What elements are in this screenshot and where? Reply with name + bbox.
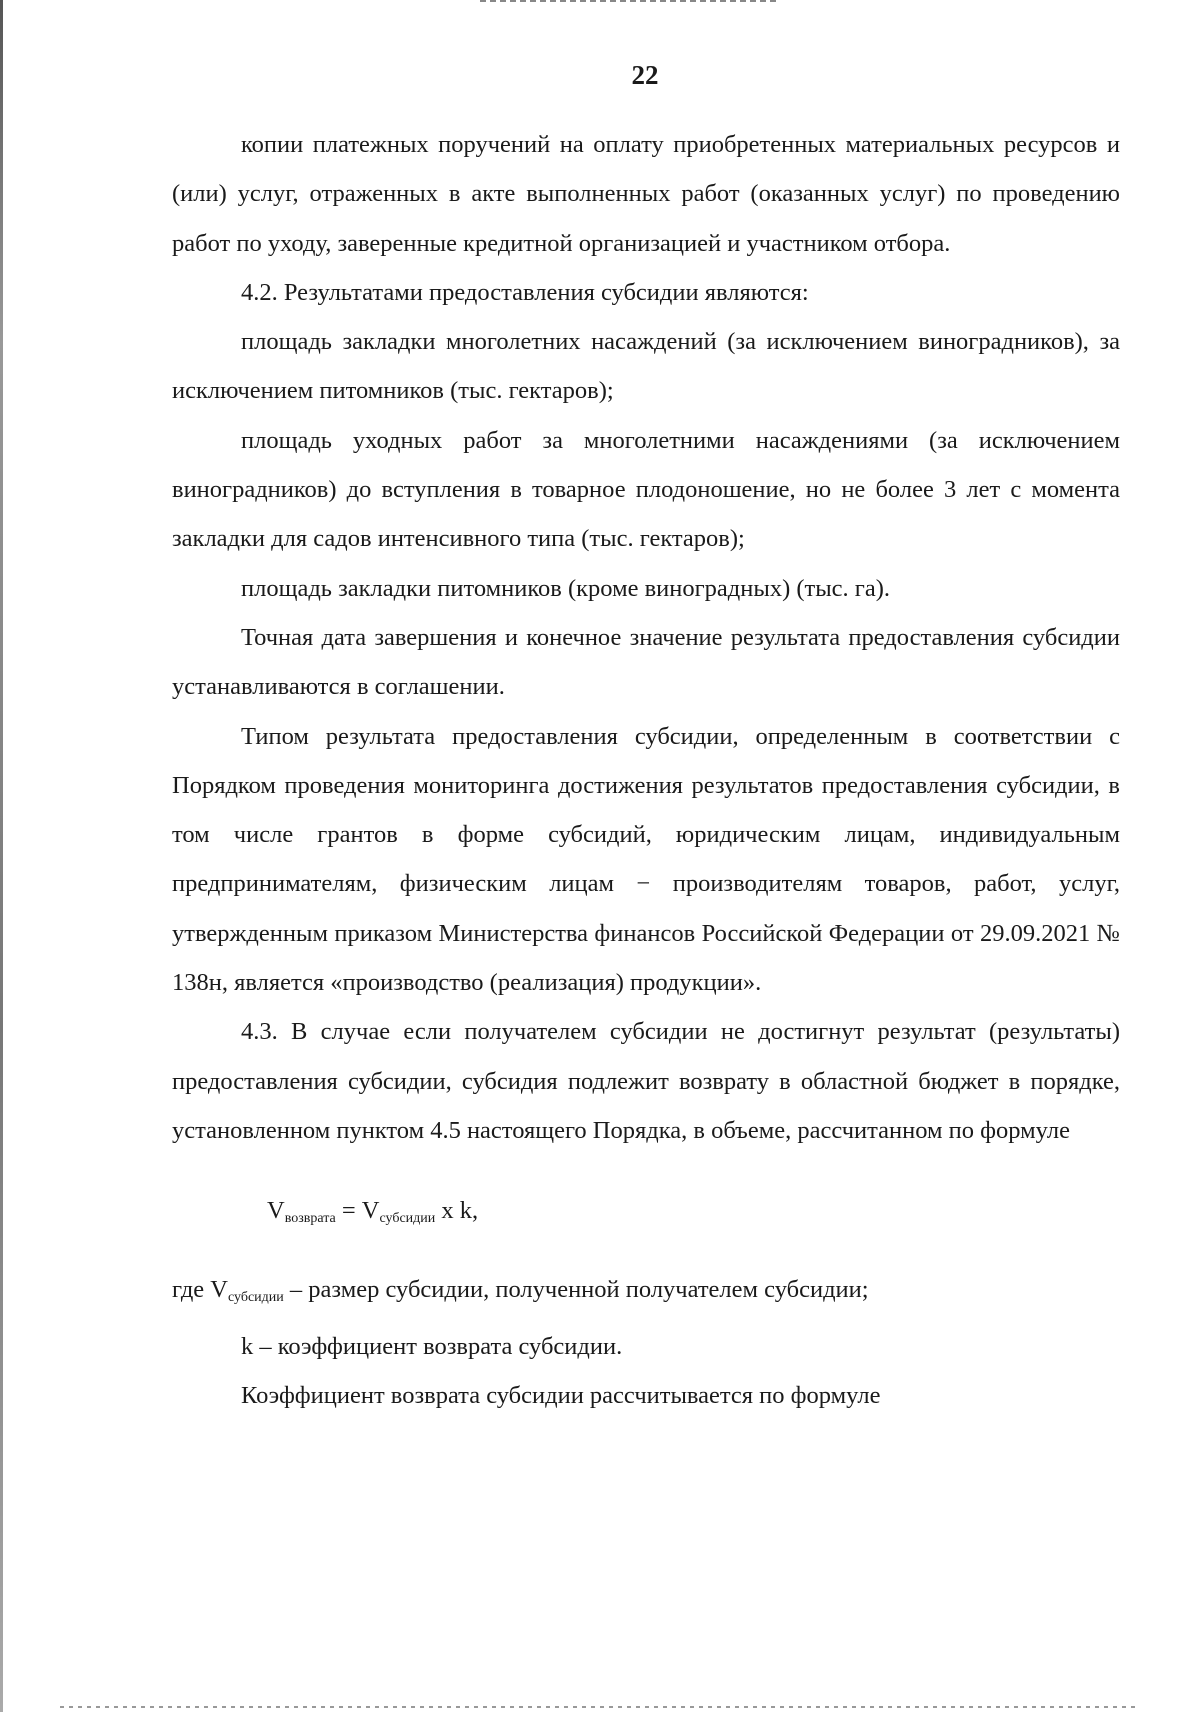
formula-equals: =: [335, 1197, 362, 1225]
paragraph-nursery-area: площадь закладки питомников (кроме виноградных) (тыс. га).: [241, 574, 891, 602]
paragraph-4-2: 4.2. Результатами предоставления субсидии являются:: [241, 278, 809, 306]
formula-lhs: V: [267, 1197, 285, 1225]
paragraph-care-area: площадь уходных работ за многолетними насаждениями (за исключением виноградников) до вступления в товарное плодоношение, но не более 3 лет с момента закладки для садов интенсивного типа (тыс. гектаров);: [172, 426, 1120, 553]
formula-rhs-subscript: субсидии: [379, 1211, 436, 1227]
paragraph-exact-date: Точная дата завершения и конечное значение результата предоставления субсидии устанавливаются в соглашении.: [172, 623, 1120, 701]
scan-edge-left: [0, 0, 3, 1712]
coefficient-intro: Коэффициент возврата субсидии рассчитывается по формуле: [241, 1382, 881, 1410]
formula-rhs: V: [361, 1197, 380, 1225]
document-body: [172, 120, 1120, 1420]
scan-edge-bottom: [60, 1706, 1140, 1708]
formula-lhs-subscript: возврата: [284, 1211, 336, 1227]
paragraph-planting-area: площадь закладки многолетних насаждений (за исключением виноградников), за исключением питомников (тыс. гектаров);: [172, 328, 1120, 405]
paragraph-result-type: Типом результата предоставления субсидии, определенным в соответствии с Порядком проведения мониторинга достижения результатов предоставления субсидии, в том числе грантов в форме субсидий, юридическим лицам, индивидуальным предпринимателям, физическим лицам − производителям товаров, работ, услуг, утвержденным приказом Министерства финансов Российской Федерации от 29.09.2021 № 138н, является «производство (реализация) продукции».: [172, 722, 1120, 997]
scan-edge-top: [480, 0, 780, 2]
k-definition: k – коэффициент возврата субсидии.: [241, 1332, 623, 1360]
return-formula: [172, 1186, 1120, 1243]
page-number: 22: [631, 60, 659, 90]
where-line: [172, 1265, 1120, 1322]
where-prefix: где V: [172, 1275, 228, 1303]
paragraph-payment-orders: копии платежных поручений на оплату приобретенных материальных ресурсов и (или) услуг, отраженных в акте выполненных работ (оказанных услуг) по проведению работ по уходу, заверенные кредитной организацией и участником отбора.: [172, 131, 1120, 257]
where-rest: – размер субсидии, полученной получателем субсидии;: [283, 1275, 869, 1303]
formula-tail: x k,: [435, 1197, 479, 1225]
where-subscript: субсидии: [228, 1289, 284, 1305]
paragraph-4-3: 4.3. В случае если получателем субсидии не достигнут результат (результаты) предоставления субсидии, субсидия подлежит возврату в областной бюджет в порядке, установленном пунктом 4.5 настоящего Порядка, в объеме, рассчитанном по формуле: [172, 1018, 1120, 1144]
